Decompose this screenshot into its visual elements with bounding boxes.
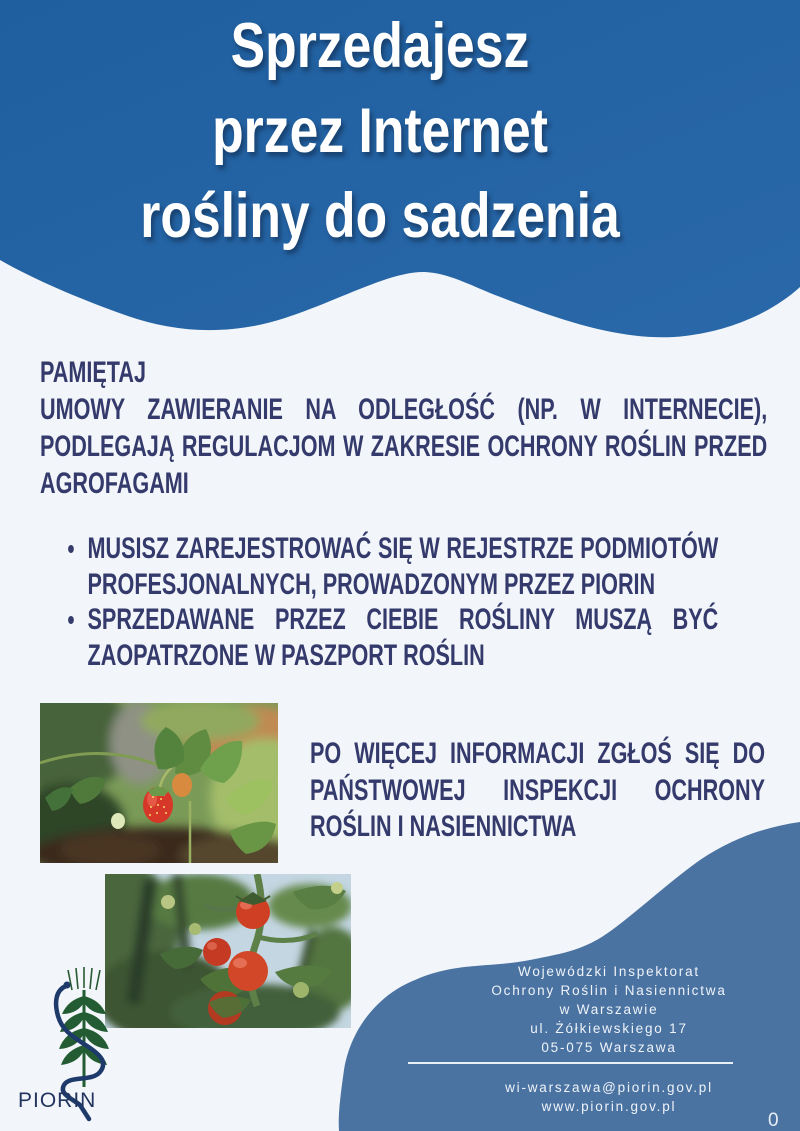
poster-title [68, 4, 691, 259]
title-line-1: Sprzedajesz [230, 11, 530, 81]
contact-line-street: ul. Żółkiewskiego 17 [530, 1020, 688, 1036]
contact-email: wi-warszawa@piorin.gov.pl [505, 1079, 713, 1095]
bullet-item-register: MUSISZ ZAREJESTROWAĆ SIĘ W REJESTRZE PODMIOTÓW PROFESJONALNYCH, PROWADZONYM PRZEZ PIORIN [87, 532, 719, 601]
reminder-heading: PAMIĘTAJ [40, 356, 147, 389]
page-number: 0 [768, 1110, 779, 1131]
contact-line-postal: 05-075 Warszawa [541, 1039, 677, 1055]
info-paragraph: PO WIĘCEJ INFORMACJI ZGŁOŚ SIĘ DO PAŃSTWOWEJ INSPEKCJI OCHRONY ROŚLIN I NASIENNICTWA [310, 737, 766, 843]
contact-divider [408, 1062, 733, 1064]
contact-line-city: w Warszawie [559, 1001, 659, 1017]
reminder-section [40, 354, 800, 502]
contact-block [420, 963, 798, 1116]
contact-line-institution-2: Ochrony Roślin i Nasiennictwa [491, 982, 727, 998]
contact-line-institution: Wojewódzki Inspektorat [518, 964, 700, 979]
title-line-3: rośliny do sadzenia [140, 181, 620, 251]
bullet-list [40, 531, 718, 673]
title-line-2: przez Internet [212, 96, 548, 166]
logo-text: PIORIN [18, 1089, 97, 1112]
reminder-paragraph: UMOWY ZAWIERANIE NA ODLEGŁOŚĆ (NP. W INTERNECIE), PODLEGAJĄ REGULACJOM W ZAKRESIE OCHRONY ROŚLIN PRZED AGROFAGAMI [40, 393, 768, 500]
contact-website: www.piorin.gov.pl [541, 1098, 677, 1114]
bullet-item-passport: SPRZEDAWANE PRZEZ CIEBIE ROŚLINY MUSZĄ BYĆ ZAOPATRZONE W PASZPORT ROŚLIN [87, 603, 719, 672]
